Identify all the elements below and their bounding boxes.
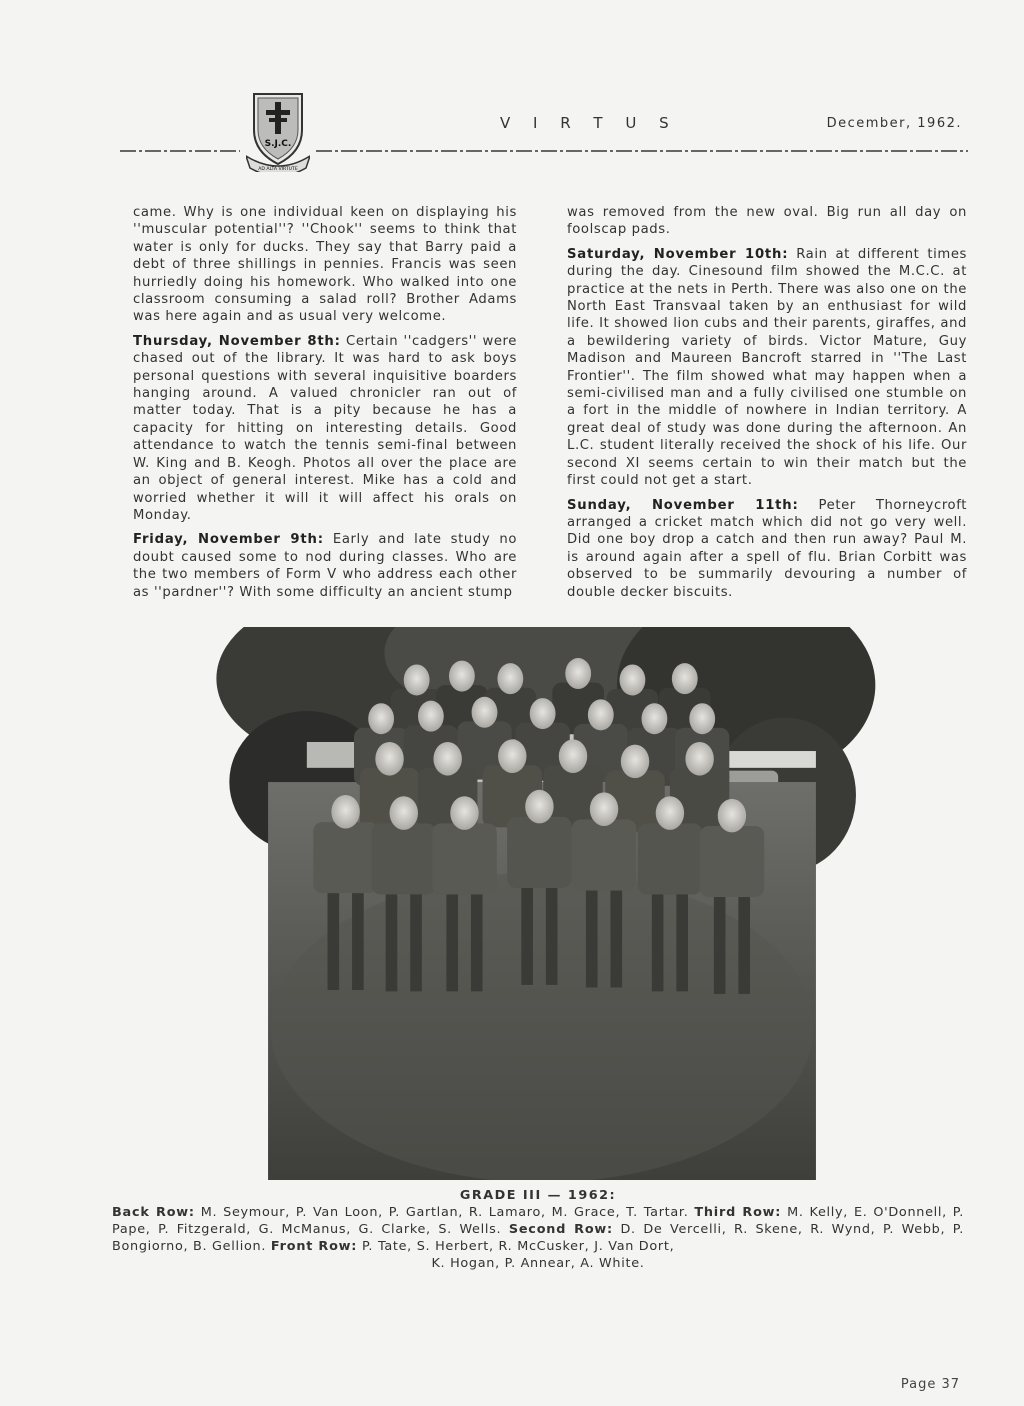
left-column [133,204,517,608]
paragraph-text: Certain ''cadgers'' were chased out of the library. It was hard to ask boys personal questions with several inquisitive boarders hanging around. A valued chronicler ran out of matter today. That is a pity because he has a capacity for hitting on interesting details. Good attendance to watch the tennis semi-final between W. King and B. Keogh. Photos all over the place are an object of general interest. Mike has a cold and worried whether it will it will affect his orals on Monday. [133,333,517,523]
day-heading: Saturday, November 10th: [567,246,789,262]
paragraph [567,204,967,239]
school-crest-icon [246,90,310,172]
photograph-illustration [118,627,966,1180]
paragraph-text: Peter Thorneycroft arranged a cricket match which did not go very well. Did one boy drop a catch and then run away? Paul M. is around again after a spell of flu. Brian Corbitt was observed to be summarily devouring a number of double decker biscuits. [567,497,967,600]
paragraph [567,246,967,490]
paragraph-text: Rain at different times during the day. Cinesound film showed the M.C.C. at practice at the nets in Perth. There was also one on the North East Transvaal taken by an enthusiast for wild life. It showed lion cubs and their parents, giraffes, and a bewildering variety of birds. Victor Mature, Guy Madison and Maureen Bancroft starred in ''The Last Frontier''. The film showed what may happen when a semi-civilised man and a fully civilised one stumble on a fort in the middle of nowhere in Indian territory. A great deal of study was done during the afternoon. An L.C. student literally received the shock of his life. Our second XI seems certain to win their match but the first could not get a start. [567,246,968,489]
paragraph [133,333,517,524]
crest-motto: AD ALTA VIRTUTE [258,167,298,172]
issue-date: December, 1962. [826,116,962,131]
paragraph-text: came. Why is one individual keen on displaying his ''muscular potential''? ''Chook'' seems to think that water is only for ducks. They say that Barry paid a debt of three shillings in pennies. Francis was seen hurriedly doing his homework. Who walked into one classroom consuming a salad roll? Brother Adams was here again and as usual very welcome. [133,205,517,325]
front-row-names-cont: K. Hogan, P. Annear, A. White. [431,1256,645,1271]
paragraph [567,497,967,601]
third-row-names: M. Kelly, E. O'Donnell, P. Pape, P. Fitzgerald, G. McManus, G. Clarke, S. Wells. [112,1205,964,1237]
second-row-label: Second Row: [508,1222,613,1237]
third-row-label: Third Row: [694,1205,782,1220]
class-photograph [118,627,966,1180]
back-row-label: Back Row: [112,1205,195,1220]
day-heading: Friday, November 9th: [133,532,324,548]
paragraph [133,531,517,601]
front-row-label: Front Row: [270,1239,358,1254]
front-row-names: P. Tate, S. Herbert, R. McCusker, J. Van Dort, [361,1239,675,1254]
back-row-names: M. Seymour, P. Van Loon, P. Gartlan, R. Lamaro, M. Grace, T. Tartar. [200,1205,689,1220]
second-row-names: D. De Vercelli, R. Skene, R. Wynd, P. Webb, P. Bongiorno, B. Gellion. [112,1222,964,1254]
caption-title: GRADE III — 1962: [459,1188,617,1203]
paragraph-text: Early and late study no doubt caused some to nod during classes. Who are the two members of Form V who address each other as ''pardner''? With some difficulty an ancient stump [133,532,517,600]
day-heading: Sunday, November 11th: [567,497,799,513]
day-heading: Thursday, November 8th: [133,333,341,349]
header-rule-right [316,150,968,152]
photo-caption [112,1187,964,1272]
page-number: Page 37 [900,1377,960,1392]
paragraph-text: was removed from the new oval. Big run all day on foolscap pads. [567,205,967,238]
header-rule-left [120,150,240,152]
magazine-title: V I R T U S [500,114,678,132]
crest-label: S.J.C. [264,139,292,149]
paragraph [133,204,517,326]
right-column [567,204,967,608]
